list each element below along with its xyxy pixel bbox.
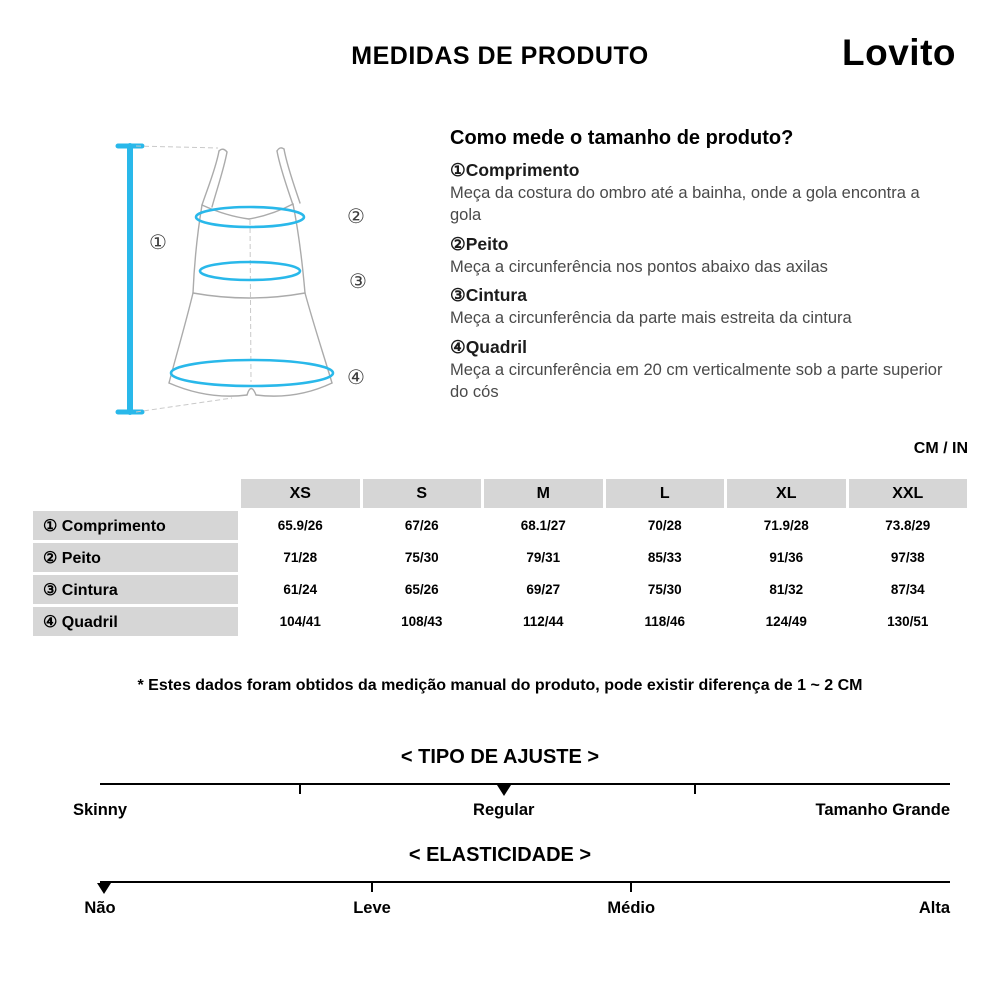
measurement-note: * Estes dados foram obtidos da medição manual do produto, pode existir diferença de 1 ~ 2 CM [137,677,863,694]
elasticity-label-medio: Médio [607,899,656,917]
table-cell: 75/30 [363,543,482,572]
table-row [33,575,967,604]
diagram-marker-2: ② [347,206,365,228]
elasticity-scale-labels [84,899,950,921]
table-cell: 108/43 [363,607,482,636]
row-label-cintura: ③ Cintura [33,575,238,604]
table-cell: 65.9/26 [241,511,360,540]
column-header-xs: XS [241,479,360,508]
row-label-comprimento: ① Comprimento [33,511,238,540]
table-cell: 112/44 [484,607,603,636]
guide-item-desc: Meça da costura do ombro até a bainha, onde a gola encontra a gola [450,184,920,224]
brand-logo: Lovito [842,32,956,73]
measure-ellipses [171,207,333,386]
scale-tick [630,883,632,892]
fit-label-regular: Regular [473,801,535,819]
fit-scale-title: < TIPO DE AJUSTE > [400,746,600,768]
row-label-quadril: ④ Quadril [33,607,238,636]
elasticity-label-alta: Alta [918,899,950,917]
column-header-m: M [484,479,603,508]
garment-measurement-diagram [100,130,460,440]
table-cell: 69/27 [484,575,603,604]
table-cell: 75/30 [606,575,725,604]
elasticity-label-leve: Leve [353,899,391,917]
guide-heading: Como mede o tamanho de produto? [450,127,794,149]
elasticity-scale-title: < ELASTICIDADE > [408,844,592,866]
table-cell: 73.8/29 [849,511,968,540]
size-table [30,476,970,639]
guide-item [450,160,955,227]
table-cell: 61/24 [241,575,360,604]
guide-item-label: ④Quadril [450,337,527,358]
table-cell: 70/28 [606,511,725,540]
table-row [33,607,967,636]
table-cell: 85/33 [606,543,725,572]
scale-tick [299,785,301,794]
table-cell: 71/28 [241,543,360,572]
length-measure-bar [118,146,142,412]
table-header-row [33,479,967,508]
measurement-guide [450,127,955,404]
table-row [33,543,967,572]
diagram-marker-1: ① [149,232,167,254]
column-header-xxl: XXL [849,479,968,508]
table-cell: 130/51 [849,607,968,636]
units-label: CM / IN [913,440,968,457]
table-cell: 65/26 [363,575,482,604]
table-cell: 79/31 [484,543,603,572]
guide-item-label: ①Comprimento [450,160,580,180]
column-header-s: S [363,479,482,508]
table-row [33,511,967,540]
table-cell: 104/41 [241,607,360,636]
column-header-xl: XL [727,479,846,508]
fit-scale-marker [497,785,511,796]
elasticity-scale-line [100,881,950,883]
table-cell: 97/38 [849,543,968,572]
elasticity-scale-marker [97,883,111,894]
guide-item [450,337,955,404]
fit-label-tamanho-grande: Tamanho Grande [815,801,950,819]
table-cell: 91/36 [727,543,846,572]
guide-item-label: ③Cintura [450,285,527,306]
page-title: MEDIDAS DE PRODUTO [351,42,649,70]
guide-item-desc: Meça a circunferência da parte mais estreita da cintura [450,309,852,328]
column-header-l: L [606,479,725,508]
guide-item-desc: Meça a circunferência em 20 cm verticalmente sob a parte superior do cós [450,361,943,401]
diagram-marker-4: ④ [347,367,365,389]
row-label-peito: ② Peito [33,543,238,572]
scale-tick [371,883,373,892]
fit-scale-line [100,783,950,785]
scale-tick [694,785,696,794]
fit-label-skinny: Skinny [72,801,128,819]
table-cell: 71.9/28 [727,511,846,540]
guide-item-label: ②Peito [450,233,509,254]
elasticity-label-nao: Não [84,899,116,917]
diagram-marker-3: ③ [349,271,367,293]
table-cell: 118/46 [606,607,725,636]
guide-item-desc: Meça a circunferência nos pontos abaixo das axilas [450,257,828,276]
table-cell: 124/49 [727,607,846,636]
table-cell: 68.1/27 [484,511,603,540]
table-cell: 81/32 [727,575,846,604]
table-cell: 67/26 [363,511,482,540]
fit-scale-labels [72,801,950,823]
table-cell: 87/34 [849,575,968,604]
guide-item [450,285,955,330]
table-corner-cell [33,479,238,508]
guide-item [450,234,955,279]
